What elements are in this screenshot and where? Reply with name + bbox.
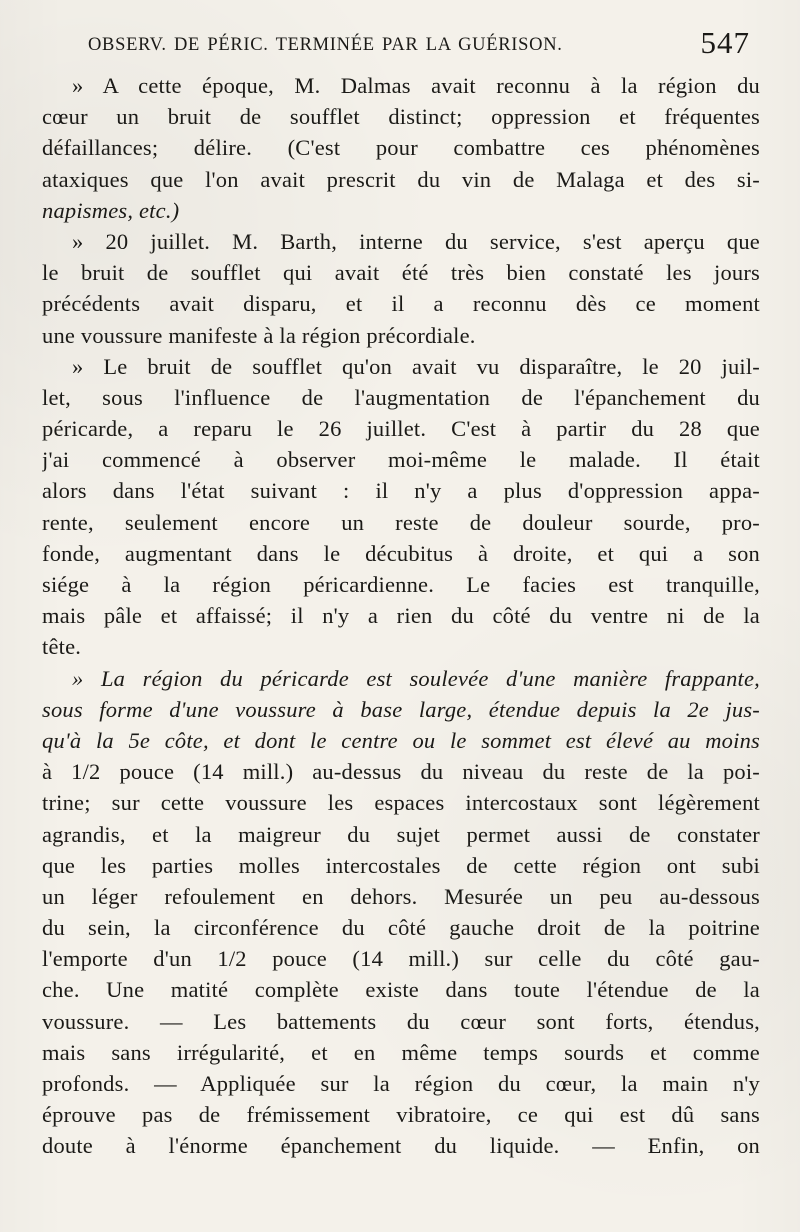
text-line: cœur un bruit de soufflet distinct; oppression et fréquentes <box>42 104 760 130</box>
text-line: agrandis, et la maigreur du sujet permet aussi de constater <box>42 821 760 847</box>
text-line: profonds. — Appliquée sur la région du cœur, la main n'y <box>42 1071 760 1096</box>
text-line: du sein, la circonférence du côté gauche droit de la poitrine <box>42 915 760 941</box>
text-line: trine; sur cette voussure les espaces intercostaux sont légèrement <box>42 790 760 816</box>
text-line: j'ai commencé à observer moi-même le malade. Il était <box>42 447 760 473</box>
text-line: éprouve pas de frémissement vibratoire, ce qui est dû sans <box>42 1102 760 1128</box>
text-line: une voussure manifeste à la région précordiale. <box>42 322 476 348</box>
text-line: » Le bruit de soufflet qu'on avait vu disparaître, le 20 juil- <box>72 353 760 379</box>
text-line: » 20 juillet. M. Barth, interne du service, s'est aperçu que <box>72 228 760 254</box>
text-line: doute à l'énorme épanchement du liquide. — Enfin, on <box>42 1133 760 1159</box>
text-line: à 1/2 pouce (14 mill.) au-dessus du niveau du reste de la poi- <box>42 759 760 785</box>
text-line: che. Une matité complète existe dans toute l'étendue de la <box>42 977 760 1003</box>
text-line: ataxiques que l'on avait prescrit du vin de Malaga et des si- <box>42 166 760 192</box>
text-line: rente, seulement encore un reste de douleur sourde, pro- <box>42 509 760 535</box>
text-line: un léger refoulement en dehors. Mesurée un peu au-dessous <box>42 883 760 909</box>
text-line: fonde, augmentant dans le décubitus à droite, et qui a son <box>42 540 760 566</box>
text-line: let, sous l'influence de l'augmentation de l'épanchement du <box>42 384 760 410</box>
text-line: l'emporte d'un 1/2 pouce (14 mill.) sur celle du côté gau- <box>42 946 760 972</box>
text-line: » A cette époque, M. Dalmas avait reconnu à la région du <box>72 73 760 98</box>
text-line: siége à la région péricardienne. Le facies est tranquille, <box>42 572 760 597</box>
text-line: que les parties molles intercostales de cette région ont subi <box>42 852 760 878</box>
text-line: péricarde, a reparu le 26 juillet. C'est à partir du 28 que <box>42 416 760 442</box>
text-line: le bruit de soufflet qui avait été très bien constaté les jours <box>42 260 760 286</box>
text-line: qu'à la 5e côte, et dont le centre ou le sommet est élevé au moins <box>42 727 760 753</box>
text-line: sous forme d'une voussure à base large, étendue depuis la 2e jus- <box>42 696 760 722</box>
page-header <box>88 24 758 68</box>
text-line: tête. <box>42 634 82 660</box>
text-line: mais pâle et affaissé; il n'y a rien du côté du ventre ni de la <box>42 603 760 629</box>
text-line: défaillances; délire. (C'est pour combattre ces phénomènes <box>42 135 760 161</box>
text-line: précédents avait disparu, et il a reconnu dès ce moment <box>42 291 760 317</box>
text-line: alors dans l'état suivant : il n'y a plus d'oppression appa- <box>42 478 760 504</box>
text-line: voussure. — Les battements du cœur sont forts, étendus, <box>42 1008 760 1034</box>
main-text <box>42 70 760 1162</box>
text-line: mais sans irrégularité, et en même temps sourds et comme <box>42 1039 760 1065</box>
page-number: 547 <box>700 25 750 60</box>
running-head: OBSERV. DE PÉRIC. TERMINÉE PAR LA GUÉRISON. <box>88 35 563 55</box>
text-line: napismes, etc.) <box>42 197 180 223</box>
text-line: » La région du péricarde est soulevée d'une manière frappante, <box>72 665 760 691</box>
